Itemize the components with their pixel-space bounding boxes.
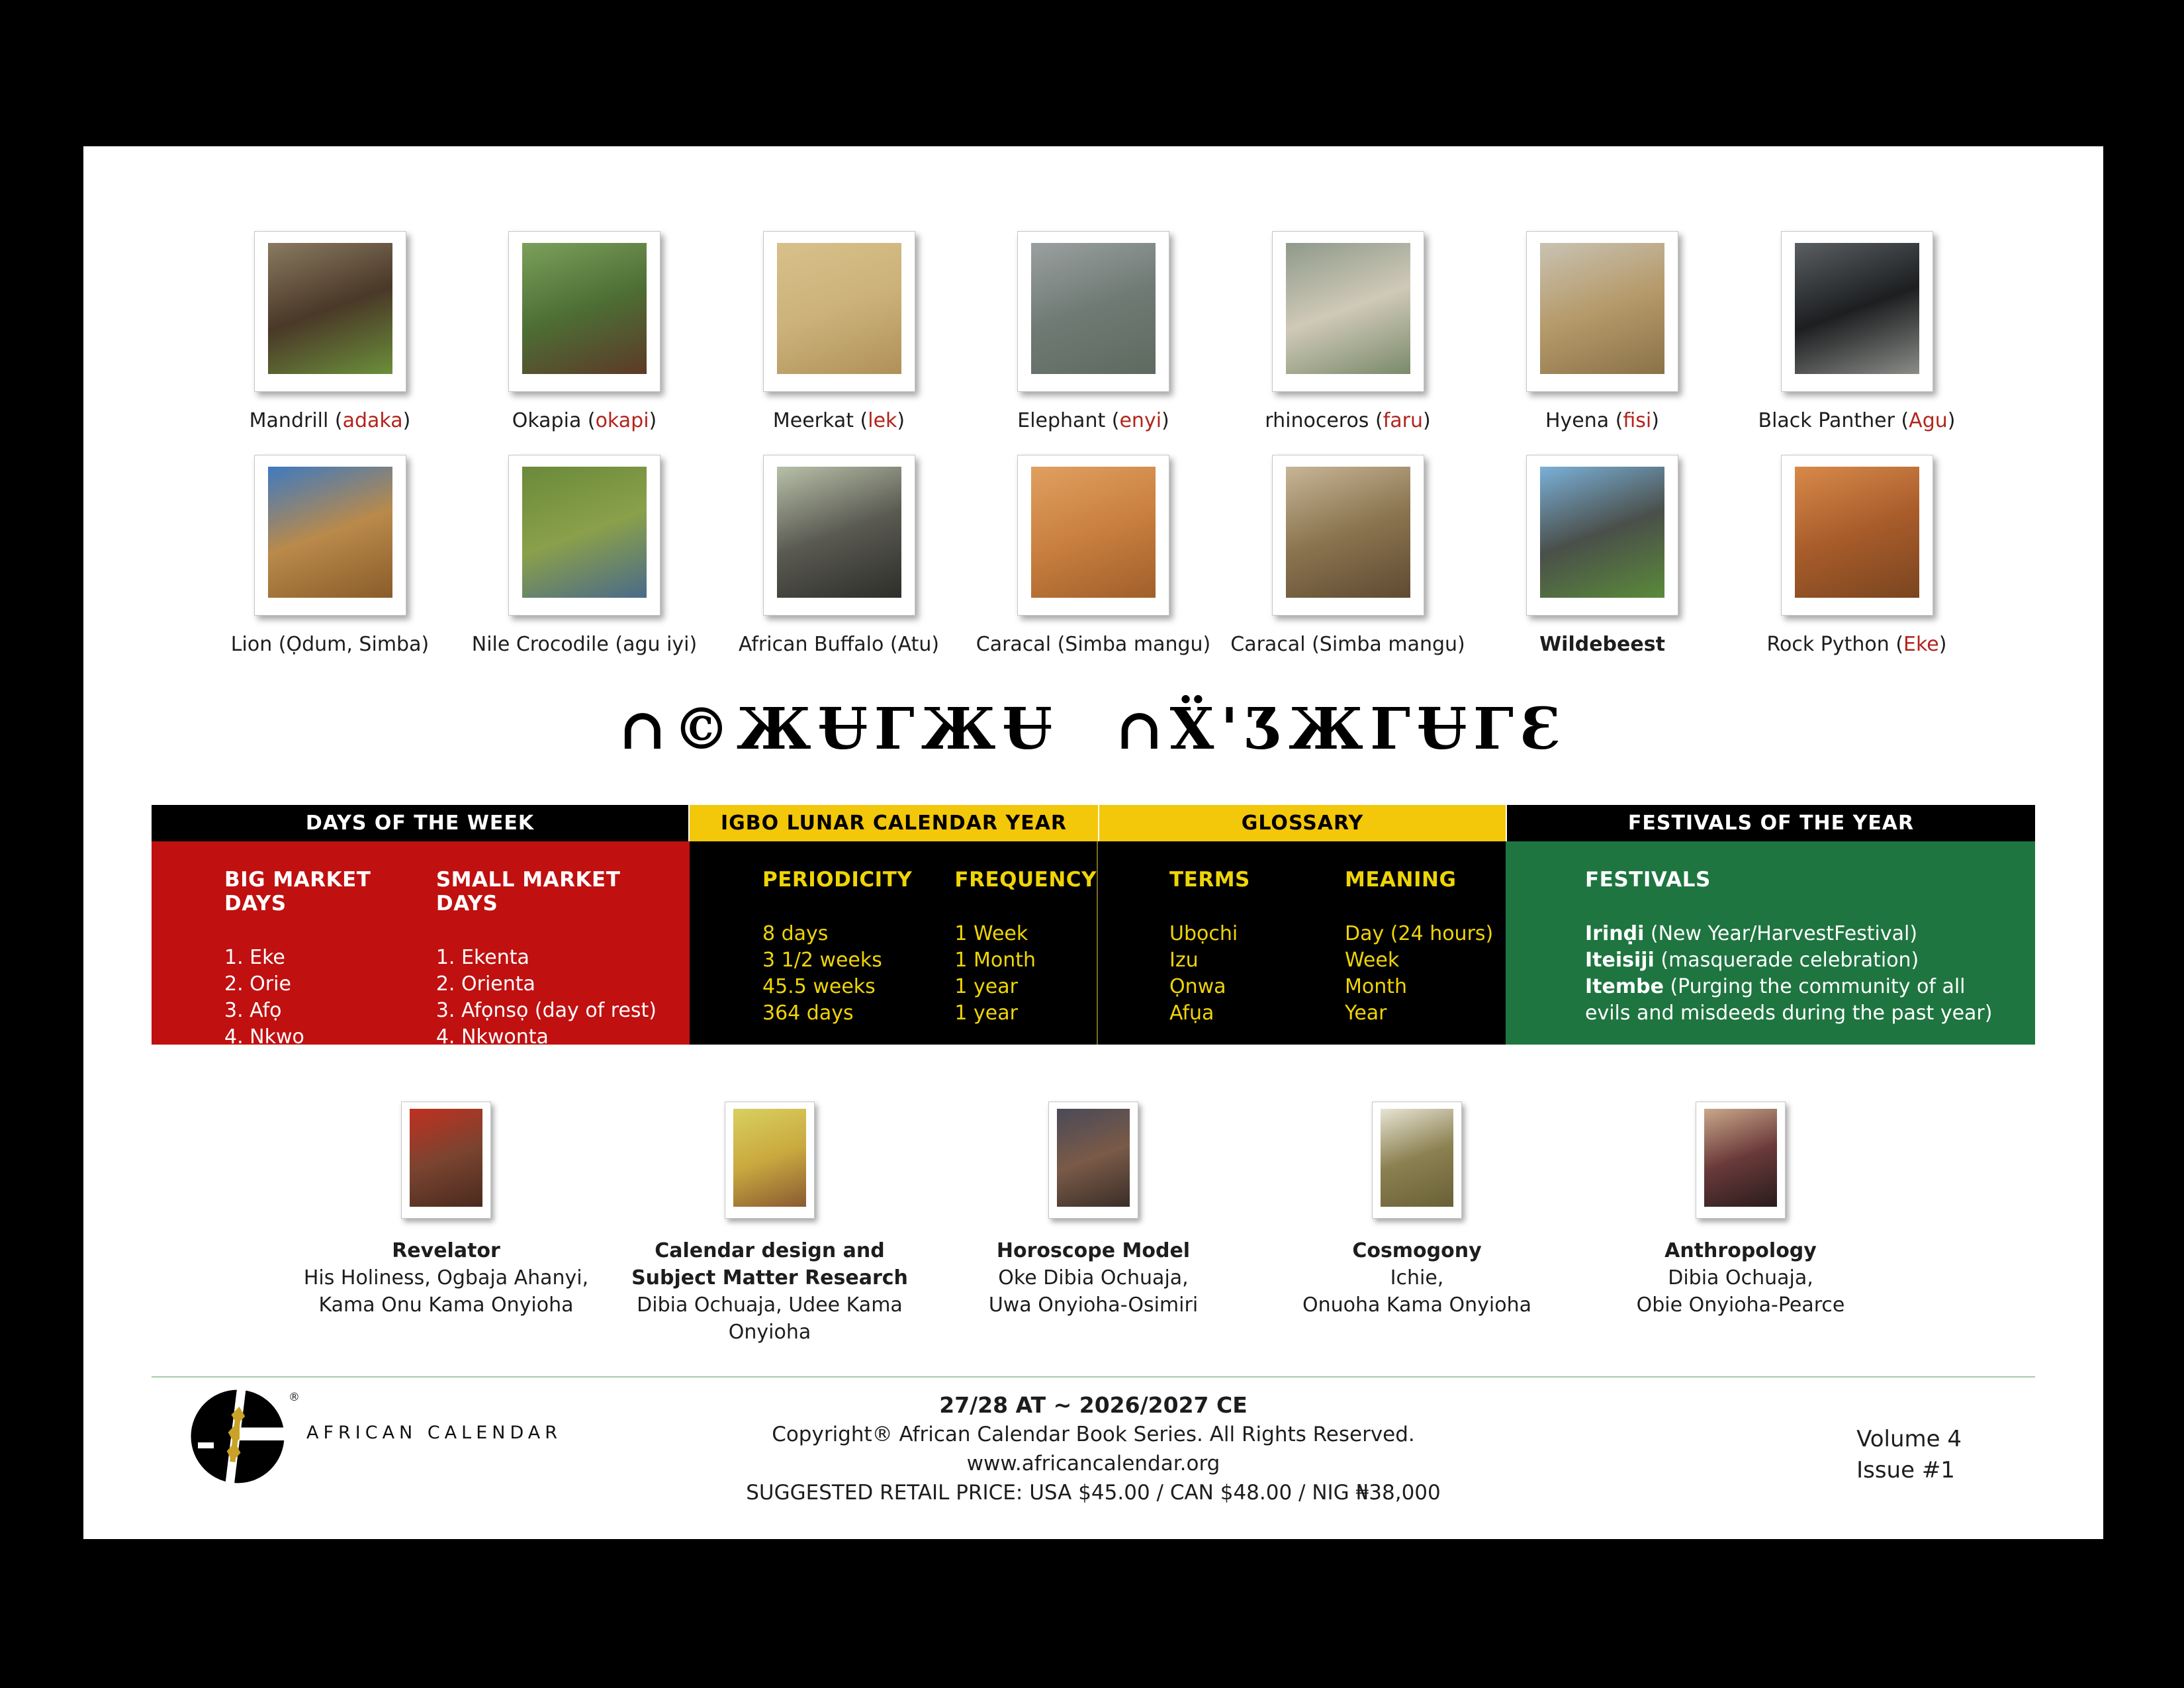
hyena-photo xyxy=(1540,243,1664,374)
caracal-photo xyxy=(1031,467,1156,598)
animal-card-elephant xyxy=(979,231,1208,432)
rhinoceros-photo xyxy=(1286,243,1410,374)
contributor-caption: Calendar design and Subject Matter Research Dibia Ochuaja, Udee Kama Onyioha xyxy=(631,1239,908,1344)
animal-label: Mandrill (adaka) xyxy=(249,409,411,432)
contributor-cosmogony xyxy=(1255,1102,1579,1346)
market-days-panel xyxy=(152,841,690,1049)
portrait-frame xyxy=(725,1102,815,1219)
african-buffalo-photo xyxy=(777,467,901,598)
brand-wordmark: AFRICAN CALENDAR xyxy=(306,1423,562,1443)
animal-card-mandrill xyxy=(216,231,444,432)
calendar-page xyxy=(83,146,2103,1539)
volume-label: Volume 4 xyxy=(1856,1426,1962,1452)
festivals-list: Irinḍi (New Year/HarvestFestival) Iteisiji (masquerade celebration) Itembe (Purging the community of all evils and misdeeds during the past year) xyxy=(1585,922,1993,1025)
animal-card-caracal-2 xyxy=(1230,455,1465,656)
frequency-column xyxy=(954,841,1097,1045)
animal-card-lion xyxy=(216,455,444,656)
animal-label: Elephant (enyi) xyxy=(1017,409,1169,432)
lion-photo xyxy=(268,467,392,598)
igbo-script-title: ∩©ЖɄΓЖɄ ∩Ẍ'ƷЖΓɄΓƐ xyxy=(618,696,1569,763)
animal-label: Okapia (okapi) xyxy=(512,409,657,432)
photo-frame xyxy=(1781,455,1933,616)
terms-column xyxy=(1169,841,1345,1045)
photo-frame xyxy=(1781,231,1933,392)
photo-frame xyxy=(1526,455,1678,616)
big-market-days-heading: BIG MARKET DAYS xyxy=(224,868,371,915)
animal-label: Black Panther (Agu) xyxy=(1758,409,1956,432)
contributor-calendar-design xyxy=(608,1102,932,1346)
header-days-of-week: DAYS OF THE WEEK xyxy=(152,805,690,841)
nile-crocodile-photo xyxy=(522,467,647,598)
mandrill-photo xyxy=(268,243,392,374)
animal-label: Caracal (Simba mangu) xyxy=(1230,633,1465,656)
lunar-year-panel xyxy=(690,841,1098,1045)
meaning-column xyxy=(1345,841,1493,1045)
photo-frame xyxy=(763,455,915,616)
animal-card-nile-crocodile xyxy=(471,455,699,656)
animal-label: Lion (Ọdum, Simba) xyxy=(230,633,430,656)
portrait-frame xyxy=(1696,1102,1786,1219)
contributor-caption: Revelator His Holiness, Ogbaja Ahanyi, Kama Onu Kama Onyioha xyxy=(303,1239,589,1317)
small-market-days-heading: SMALL MARKET DAYS xyxy=(435,868,621,915)
periodicity-heading: PERIODICITY xyxy=(762,868,913,892)
portrait-frame xyxy=(401,1102,491,1219)
era-line: 27/28 AT ~ 2026/2027 CE xyxy=(939,1392,1248,1418)
wildebeest-photo xyxy=(1540,467,1664,598)
wild-dogs-photo xyxy=(1286,467,1410,598)
animal-card-black-panther xyxy=(1743,231,1971,432)
glossary-panel xyxy=(1098,841,1506,1045)
header-glossary: GLOSSARY xyxy=(1098,805,1506,841)
portrait-frame xyxy=(1372,1102,1462,1219)
photo-frame xyxy=(508,455,660,616)
frequency-heading: FREQUENCY xyxy=(954,868,1097,892)
contributor-caption: Horoscope Model Oke Dibia Ochuaja, Uwa Onyioha-Osimiri xyxy=(988,1239,1199,1317)
small-market-days-list: 1. Ekenta 2. Orienta 3. Afọnsọ (day of rest) 4. Ṇkwọnta xyxy=(435,946,657,1049)
photo-frame xyxy=(1272,231,1424,392)
periodicity-list: 8 days 3 1/2 weeks 45.5 weeks 364 days xyxy=(762,922,882,1025)
festivals-panel xyxy=(1506,841,2035,1045)
contributor-caption: Anthropology Dibia Ochuaja, Obie Onyioha-Pearce xyxy=(1636,1239,1845,1317)
rock-python-photo xyxy=(1795,467,1919,598)
animal-card-hyena xyxy=(1488,231,1717,432)
photo-frame xyxy=(1017,231,1169,392)
animal-label: Nile Crocodile (agu iyi) xyxy=(471,633,698,656)
portrait-frame xyxy=(1048,1102,1138,1219)
animal-label: African Buffalo (Atu) xyxy=(738,633,940,656)
animal-label: rhinoceros (faru) xyxy=(1265,409,1431,432)
animal-label: Hyena (fisi) xyxy=(1545,409,1659,432)
contributor-revelator xyxy=(285,1102,608,1346)
anthropology-portrait xyxy=(1704,1109,1777,1207)
meaning-list: Day (24 hours) Week Month Year xyxy=(1345,922,1494,1025)
price-line: SUGGESTED RETAIL PRICE: USA $45.00 / CAN $48.00 / NIG ₦38,000 xyxy=(746,1481,1441,1505)
footer-center-block xyxy=(83,1391,2103,1507)
registered-trademark-icon: ® xyxy=(289,1391,300,1404)
cosmogony-portrait xyxy=(1381,1109,1453,1207)
horoscope-model-portrait xyxy=(1057,1109,1130,1207)
animal-card-meerkat xyxy=(725,231,953,432)
animal-label: Rock Python (Eke) xyxy=(1766,633,1947,656)
animal-row-1 xyxy=(83,231,2103,432)
photo-frame xyxy=(1272,455,1424,616)
animal-row-2 xyxy=(83,455,2103,656)
elephant-photo xyxy=(1031,243,1156,374)
revelator-portrait xyxy=(410,1109,482,1207)
designer-portrait xyxy=(733,1109,806,1207)
meerkat-photo xyxy=(777,243,901,374)
big-market-days-column xyxy=(224,841,436,1049)
table-header-row xyxy=(152,805,2035,841)
animal-card-african-buffalo xyxy=(725,455,953,656)
animal-card-rhinoceros xyxy=(1234,231,1462,432)
footer xyxy=(83,1385,2103,1538)
calendar-info-table xyxy=(152,805,2035,1049)
terms-heading: TERMS xyxy=(1169,868,1250,892)
festivals-heading: FESTIVALS xyxy=(1585,868,1711,892)
website-url: www.africancalendar.org xyxy=(966,1452,1220,1476)
photo-frame xyxy=(508,231,660,392)
photo-frame xyxy=(254,231,406,392)
photo-frame xyxy=(1017,455,1169,616)
photo-frame xyxy=(1526,231,1678,392)
contributor-anthropology xyxy=(1579,1102,1903,1346)
terms-list: Ubọchi Izu Ọnwa Afụa xyxy=(1169,922,1238,1025)
copyright-line: Copyright® African Calendar Book Series. All Rights Reserved. xyxy=(772,1423,1415,1446)
header-igbo-lunar-year: IGBO LUNAR CALENDAR YEAR xyxy=(690,805,1098,841)
animal-card-wildebeest xyxy=(1488,455,1717,656)
okapia-photo xyxy=(522,243,647,374)
frequency-list: 1 Week 1 Month 1 year 1 year xyxy=(954,922,1036,1025)
header-festivals: FESTIVALS OF THE YEAR xyxy=(1506,805,2035,841)
periodicity-column xyxy=(762,841,954,1045)
table-body-row xyxy=(152,841,2035,1049)
contributor-caption: Cosmogony Ichie, Onuoha Kama Onyioha xyxy=(1302,1239,1532,1317)
animal-card-okapia xyxy=(471,231,699,432)
photo-frame xyxy=(763,231,915,392)
black-panther-photo xyxy=(1795,243,1919,374)
animal-label: Meerkat (lek) xyxy=(772,409,905,432)
big-market-days-list: 1. Eke 2. Orie 3. Afọ 4. Ṇkwọ xyxy=(224,946,304,1049)
animal-label: Caracal (Simba mangu) xyxy=(976,633,1211,656)
contributor-horoscope-model xyxy=(932,1102,1255,1346)
footer-divider xyxy=(152,1376,2035,1378)
photo-frame xyxy=(254,455,406,616)
animal-card-rock-python xyxy=(1743,455,1971,656)
meaning-heading: MEANING xyxy=(1345,868,1457,892)
animal-label: Wildebeest xyxy=(1539,633,1665,656)
contributors-row xyxy=(83,1102,2103,1346)
animal-card-caracal-1 xyxy=(976,455,1211,656)
issue-label: Issue #1 xyxy=(1856,1457,1955,1483)
small-market-days-column xyxy=(435,841,690,1049)
volume-issue-block xyxy=(1856,1424,1962,1486)
